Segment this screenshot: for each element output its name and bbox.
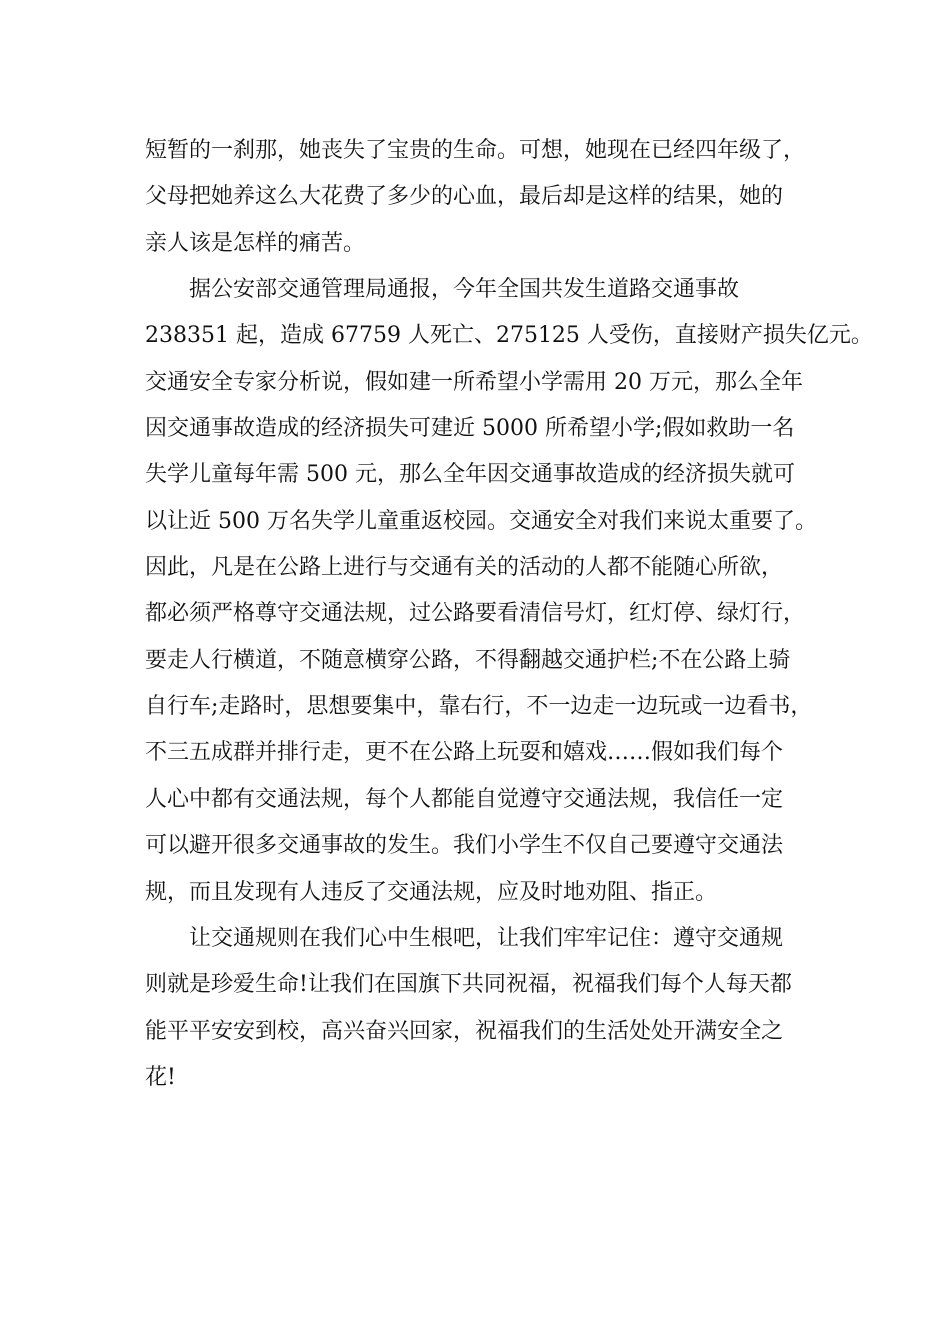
text-line: 则就是珍爱生命!让我们在国旗下共同祝福，祝福我们每个人每天都 — [145, 972, 792, 998]
text-line: 花! — [145, 1064, 176, 1090]
text-line: 可以避开很多交通事故的发生。我们小学生不仅自己要遵守交通法 — [145, 833, 784, 859]
text-line: 要走人行横道，不随意横穿公路，不得翻越交通护栏;不在公路上骑 — [145, 647, 791, 673]
text-line: 交通安全专家分析说，假如建一所希望小学需用 20 万元，那么全年 — [145, 369, 803, 395]
text-line: 失学儿童每年需 500 元，那么全年因交通事故造成的经济损失就可 — [145, 462, 795, 488]
text-line: 因交通事故造成的经济损失可建近 5000 所希望小学;假如救助一名 — [145, 416, 795, 442]
text-line: 以让近 500 万名失学儿童重返校园。交通安全对我们来说太重要了。 — [145, 508, 817, 534]
paragraph-start-line: 让交通规则在我们心中生根吧，让我们牢牢记住：遵守交通规 — [189, 925, 784, 951]
text-line: 父母把她养这么大花费了多少的心血，最后却是这样的结果，她的 — [145, 184, 784, 210]
text-line: 能平平安安到校，高兴奋兴回家，祝福我们的生活处处开满安全之 — [145, 1018, 784, 1044]
paragraph-start-line: 据公安部交通管理局通报，今年全国共发生道路交通事故 — [189, 277, 740, 303]
text-line: 亲人该是怎样的痛苦。 — [145, 230, 366, 256]
text-line: 因此，凡是在公路上进行与交通有关的活动的人都不能随心所欲， — [145, 555, 784, 581]
text-line: 规，而且发现有人违反了交通法规，应及时地劝阻、指正。 — [145, 879, 718, 905]
text-line: 都必须严格尊守交通法规，过公路要看清信号灯，红灯停、绿灯行， — [145, 601, 806, 627]
text-line: 不三五成群并排行走，更不在公路上玩耍和嬉戏……假如我们每个 — [145, 740, 784, 766]
text-line: 自行车;走路时，思想要集中，靠右行，不一边走一边玩或一边看书， — [145, 694, 813, 720]
text-line: 短暂的一刹那，她丧失了宝贵的生命。可想，她现在已经四年级了， — [145, 138, 806, 163]
document-body — [145, 128, 873, 1101]
text-line: 人心中都有交通法规，每个人都能自觉遵守交通法规，我信任一定 — [145, 786, 784, 812]
text-line: 238351 起，造成 67759 人死亡、275125 人受伤，直接财产损失亿元。 — [145, 323, 873, 349]
